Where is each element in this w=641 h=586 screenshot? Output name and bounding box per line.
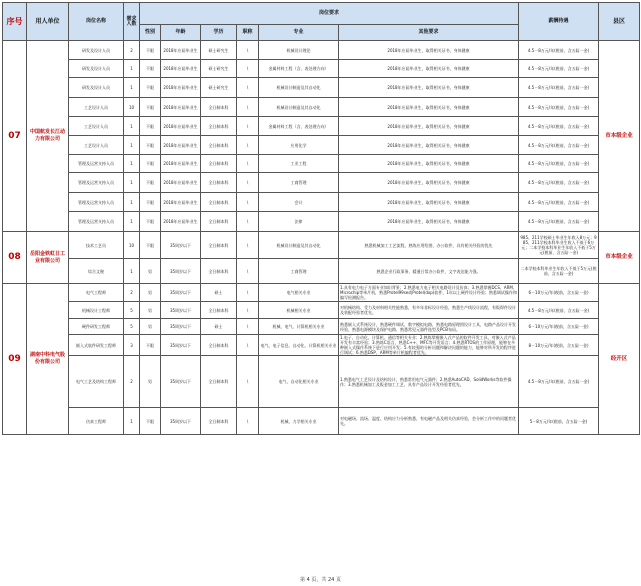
- gender-cell: 不限: [140, 232, 161, 259]
- salary-cell: 4.5－8万元/年(税前，含五险一金): [519, 117, 599, 136]
- major-cell: 机械、电气、计算机相关专业: [259, 319, 339, 335]
- position-cell: 研发及设计人员: [69, 41, 124, 60]
- count-cell: 10: [124, 98, 140, 117]
- header-major: 专业: [259, 25, 339, 41]
- title-cell: \: [237, 173, 259, 193]
- position-cell: 工艺设计人员: [69, 136, 124, 155]
- gender-cell: 不限: [140, 408, 161, 435]
- title-cell: \: [237, 259, 259, 284]
- table-row: [3, 232, 640, 259]
- salary-cell: 4.5－8万元/年(税前，含五险一金): [519, 98, 599, 117]
- count-cell: 2: [124, 284, 140, 302]
- header-title: 职称: [237, 25, 259, 41]
- other-cell: 2018年应届毕业生，取得相关证书，身体健康: [339, 117, 519, 136]
- gender-cell: 不限: [140, 60, 161, 78]
- education-cell: 硕士研究生: [201, 41, 237, 60]
- salary-cell: 4.5－8万元/年(税前，含五险一金): [519, 155, 599, 173]
- header-unit: 用人单位: [27, 3, 69, 41]
- group-region: 市本级企业: [599, 232, 640, 284]
- education-cell: 全日制本科: [201, 232, 237, 259]
- table-row: [3, 98, 640, 117]
- title-cell: \: [237, 193, 259, 212]
- other-cell: 2018年应届毕业生，取得相关证书，身体健康: [339, 60, 519, 78]
- education-cell: 全日制本科: [201, 259, 237, 284]
- table-row: [3, 117, 640, 136]
- count-cell: 2: [124, 356, 140, 408]
- count-cell: 5: [124, 302, 140, 319]
- title-cell: \: [237, 117, 259, 136]
- header-position: 岗位名称: [69, 3, 124, 41]
- gender-cell: 不限: [140, 173, 161, 193]
- other-cell: 2018年应届毕业生，取得相关证书，身体健康: [339, 136, 519, 155]
- table-row: [3, 78, 640, 98]
- education-cell: 硕士研究生: [201, 78, 237, 98]
- title-cell: \: [237, 41, 259, 60]
- group-index: 08: [3, 232, 27, 284]
- salary-cell: 8－10万元/年(税前，含五险一金): [519, 335, 599, 356]
- recruitment-table: [2, 2, 640, 435]
- group-index: 09: [3, 284, 27, 435]
- gender-cell: 不限: [140, 98, 161, 117]
- group-index: 07: [3, 41, 27, 232]
- age-cell: 35周岁以下: [161, 302, 201, 319]
- other-cell: 1.熟悉电气工艺设计及结构设计，熟悉常用电气元器件；2.熟悉AutoCAD、SolidWorks等软件操作；3.熟悉机械加工及钣金加工工艺，具有产品设计开发经验者优先。: [339, 356, 519, 408]
- position-cell: 工艺设计人员: [69, 117, 124, 136]
- table-row: [3, 356, 640, 408]
- education-cell: 全日制本科: [201, 335, 237, 356]
- table-row: [3, 155, 640, 173]
- other-cell: 2018年应届毕业生，取得相关证书，身体健康: [339, 173, 519, 193]
- major-cell: 机械设计制造及其自动化: [259, 98, 339, 117]
- gender-cell: 男: [140, 319, 161, 335]
- table-row: [3, 212, 640, 232]
- count-cell: 1: [124, 136, 140, 155]
- salary-cell: 4.5－8万元/年(税前，含五险一金): [519, 356, 599, 408]
- major-cell: 电气相关专业: [259, 284, 339, 302]
- major-cell: 机械设计理论: [259, 41, 339, 60]
- age-cell: 35周岁以下: [161, 408, 201, 435]
- age-cell: 35周岁以下: [161, 259, 201, 284]
- gender-cell: 不限: [140, 212, 161, 232]
- other-cell: 熟悉机械加工工艺流程，熟练应用绘图、办公软件，具有相关经验的优先: [339, 232, 519, 259]
- position-cell: 电气工艺及结构工程师: [69, 356, 124, 408]
- education-cell: 全日制本科: [201, 193, 237, 212]
- education-cell: 全日制本科: [201, 408, 237, 435]
- salary-cell: 985、211学校硕士毕业生年收入8万元；985、211学校本科毕业生收入不低于6万元；二本学校本科毕业生年收入不低于5万元(税前，含五险一金): [519, 232, 599, 259]
- position-cell: 仿真工程师: [69, 408, 124, 435]
- age-cell: 2018年应届毕业生: [161, 60, 201, 78]
- table-row: [3, 193, 640, 212]
- count-cell: 1: [124, 155, 140, 173]
- salary-cell: 4.5－8万元/年(税前，含五险一金): [519, 302, 599, 319]
- header-education: 学历: [201, 25, 237, 41]
- table-row: [3, 408, 640, 435]
- table-row: [3, 173, 640, 193]
- title-cell: \: [237, 232, 259, 259]
- position-cell: 工艺设计人员: [69, 98, 124, 117]
- title-cell: \: [237, 335, 259, 356]
- age-cell: 2018年应届毕业生: [161, 136, 201, 155]
- other-cell: 2018年应届毕业生，取得相关证书，身体健康: [339, 193, 519, 212]
- position-cell: 管理及运营支持人员: [69, 193, 124, 212]
- education-cell: 硕士: [201, 319, 237, 335]
- major-cell: 电气、电子信息、自动化、计算机相关专业: [259, 335, 339, 356]
- other-cell: 对机械结构、受力及材料相关性能熟悉，有多年非标设计经验，熟悉生产线设计流程，有钣焊件设计及装配经验者优先。: [339, 302, 519, 319]
- major-cell: 机械设计制造及其自动化: [259, 78, 339, 98]
- header-region: 县区: [599, 3, 640, 41]
- position-cell: 技术工艺员: [69, 232, 124, 259]
- position-cell: 管理及运营支持人员: [69, 212, 124, 232]
- education-cell: 硕士研究生: [201, 60, 237, 78]
- age-cell: 2018年应届毕业生: [161, 117, 201, 136]
- education-cell: 全日制本科: [201, 155, 237, 173]
- other-cell: 熟悉企业行政事务，精通日常办公软件，文字表达能力强。: [339, 259, 519, 284]
- table-row: [3, 60, 640, 78]
- major-cell: 电气、自动化相关专业: [259, 356, 339, 408]
- age-cell: 35周岁以下: [161, 232, 201, 259]
- header-age: 年龄: [161, 25, 201, 41]
- major-cell: 法律: [259, 212, 339, 232]
- salary-cell: 4.5－8万元/年(税前，含五险一金): [519, 60, 599, 78]
- title-cell: \: [237, 212, 259, 232]
- count-cell: 1: [124, 117, 140, 136]
- count-cell: 3: [124, 335, 140, 356]
- position-cell: 研发及设计人员: [69, 78, 124, 98]
- education-cell: 硕士: [201, 284, 237, 302]
- salary-cell: 6－10万元/年(税前，含五险一金): [519, 319, 599, 335]
- title-cell: \: [237, 155, 259, 173]
- title-cell: \: [237, 302, 259, 319]
- major-cell: 工商管理: [259, 173, 339, 193]
- education-cell: 全日制本科: [201, 98, 237, 117]
- salary-cell: 4.5－8万元/年(税前，含五险一金): [519, 41, 599, 60]
- salary-cell: 5－8万元/年(税前，含五险一金): [519, 408, 599, 435]
- header-row-main: [3, 3, 640, 25]
- header-salary: 薪酬待遇: [519, 3, 599, 41]
- age-cell: 2018年应届毕业生: [161, 41, 201, 60]
- header-gender: 性别: [140, 25, 161, 41]
- gender-cell: 男: [140, 284, 161, 302]
- other-cell: 熟悉嵌入式系统设计，熟悉硬件调试、数字模拟电路，熟悉电路原理图设计工具，电路产品设计开发经验，熟悉电源模块及保护电路、熟悉常见元器件选型及PCB布局。: [339, 319, 519, 335]
- other-cell: 2018年应届毕业生，取得相关证书，身体健康: [339, 41, 519, 60]
- age-cell: 2018年应届毕业生: [161, 212, 201, 232]
- title-cell: \: [237, 408, 259, 435]
- count-cell: 1: [124, 60, 140, 78]
- table-row: [3, 335, 640, 356]
- page-footer: 第 4 页，共 24 页: [300, 577, 341, 583]
- major-cell: 机械相关专业: [259, 302, 339, 319]
- position-cell: 管理及运营支持人员: [69, 173, 124, 193]
- table-row: [3, 136, 640, 155]
- gender-cell: 不限: [140, 193, 161, 212]
- group-region: 市本级企业: [599, 41, 640, 232]
- position-cell: 研发及设计人员: [69, 60, 124, 78]
- header-requirements: 岗位要求: [140, 3, 519, 25]
- education-cell: 全日制本科: [201, 212, 237, 232]
- age-cell: 35周岁以下: [161, 284, 201, 302]
- gender-cell: 不限: [140, 155, 161, 173]
- other-cell: 2018年应届毕业生，取得相关证书，身体健康: [339, 212, 519, 232]
- salary-cell: 4.5－8万元/年(税前，含五险一金): [519, 136, 599, 155]
- table-row: [3, 284, 640, 302]
- salary-cell: 二本学校本科毕业生年收入不低于5万元(税前，含五险一金): [519, 259, 599, 284]
- title-cell: \: [237, 136, 259, 155]
- other-cell: 2018年应届毕业生，取得相关证书，身体健康: [339, 98, 519, 117]
- table-row: [3, 259, 640, 284]
- education-cell: 全日制本科: [201, 117, 237, 136]
- age-cell: 35周岁以下: [161, 319, 201, 335]
- gender-cell: 男: [140, 302, 161, 319]
- position-cell: 管理及运营支持人员: [69, 155, 124, 173]
- salary-cell: 4.5－8万元/年(税前，含五险一金): [519, 173, 599, 193]
- group-unit: 岳阳金铁虹日工业有限公司: [27, 232, 69, 284]
- other-cell: 1.具有电力电子方面专业知识背景；2.熟悉电力电子相关电路设计及仿真；3.熟悉掌握DCS、ARM、Microchip等单片机，熟悉Protel99se或Protel(dxp)软件，1年以上硬件设计经验；熟悉调试操作和编写检测报告。: [340, 285, 517, 300]
- count-cell: 1: [124, 193, 140, 212]
- age-cell: 35周岁以下: [161, 356, 201, 408]
- major-cell: 工商管理: [259, 259, 339, 284]
- title-cell: \: [237, 98, 259, 117]
- table-row: [3, 302, 640, 319]
- age-cell: 2018年应届毕业生: [161, 173, 201, 193]
- salary-cell: 6－10万元/年(税前，含五险一金): [519, 284, 599, 302]
- gender-cell: 不限: [140, 41, 161, 60]
- other-cell: 2018年应届毕业生，取得相关证书，身体健康: [339, 155, 519, 173]
- education-cell: 全日制本科: [201, 302, 237, 319]
- age-cell: 2018年应届毕业生: [161, 78, 201, 98]
- major-cell: 会计: [259, 193, 339, 212]
- position-cell: 硬件研发工程师: [69, 319, 124, 335]
- education-cell: 全日制本科: [201, 136, 237, 155]
- group-unit: 湖南中科电气股份有限公司: [27, 284, 69, 435]
- salary-cell: 4.5－8万元/年(税前，含五险一金): [519, 78, 599, 98]
- major-cell: 机械、力学相关专业: [259, 408, 339, 435]
- title-cell: \: [237, 78, 259, 98]
- count-cell: 5: [124, 319, 140, 335]
- group-region: 经开区: [599, 284, 640, 435]
- title-cell: \: [237, 319, 259, 335]
- title-cell: \: [237, 356, 259, 408]
- count-cell: 1: [124, 212, 140, 232]
- group-unit: 中国航发长江动力有限公司: [27, 41, 69, 232]
- count-cell: 1: [124, 78, 140, 98]
- table-row: [3, 41, 640, 60]
- title-cell: \: [237, 60, 259, 78]
- education-cell: 全日制本科: [201, 356, 237, 408]
- major-cell: 应用化学: [259, 136, 339, 155]
- major-cell: 金属材料工程（含、表处理方向）: [259, 60, 339, 78]
- table-row: [3, 319, 640, 335]
- major-cell: 工业工程: [259, 155, 339, 173]
- gender-cell: 不限: [140, 136, 161, 155]
- count-cell: 1: [124, 408, 140, 435]
- count-cell: 10: [124, 232, 140, 259]
- age-cell: 2018年应届毕业生: [161, 98, 201, 117]
- position-cell: 综合文秘: [69, 259, 124, 284]
- salary-cell: 4.5－8万元/年(税前，含五险一金): [519, 212, 599, 232]
- gender-cell: 不限: [140, 78, 161, 98]
- other-cell: 1.电子、自动化、计算机、通信等相关专业；2.熟练掌握嵌入式产品的软件开发工具，对嵌入式产品开发有丰富经验；3.熟练C语言，熟悉C++、MFC等开发语言；4.熟悉RTOS的工作原理，能够在多种嵌入式操作系统下进行应用开发；5.有较强的分析问题和解决问题的能力，能够对所开发的程序进行调试；6.熟悉DSP、ARM等单片机编程者优先。: [339, 335, 519, 356]
- count-cell: 2: [124, 41, 140, 60]
- age-cell: 2018年应届毕业生: [161, 193, 201, 212]
- other-cell: 对电磁场、流场、温度、结构应力分析熟悉，有电磁产品及相关仿真经验，会分析工作中的问题者优先。: [339, 408, 519, 435]
- position-cell: 机械设计工程师: [69, 302, 124, 319]
- major-cell: 机械设计制造及其自动化: [259, 232, 339, 259]
- major-cell: 金属材料工程（含、表处理方向）: [259, 117, 339, 136]
- header-index: 序号: [3, 3, 27, 41]
- education-cell: 全日制本科: [201, 173, 237, 193]
- salary-cell: 4.5－8万元/年(税前，含五险一金): [519, 193, 599, 212]
- title-cell: \: [237, 284, 259, 302]
- other-cell: 2018年应届毕业生，取得相关证书，身体健康: [339, 78, 519, 98]
- count-cell: 1: [124, 259, 140, 284]
- count-cell: 1: [124, 173, 140, 193]
- gender-cell: 男: [140, 259, 161, 284]
- age-cell: 35周岁以下: [161, 335, 201, 356]
- gender-cell: 不限: [140, 117, 161, 136]
- position-cell: 嵌入式软件研发工程师: [69, 335, 124, 356]
- age-cell: 2018年应届毕业生: [161, 155, 201, 173]
- header-count: 需求人数: [124, 3, 140, 41]
- gender-cell: 男: [140, 356, 161, 408]
- header-other: 其他要求: [339, 25, 519, 41]
- position-cell: 电气工程师: [69, 284, 124, 302]
- gender-cell: 不限: [140, 335, 161, 356]
